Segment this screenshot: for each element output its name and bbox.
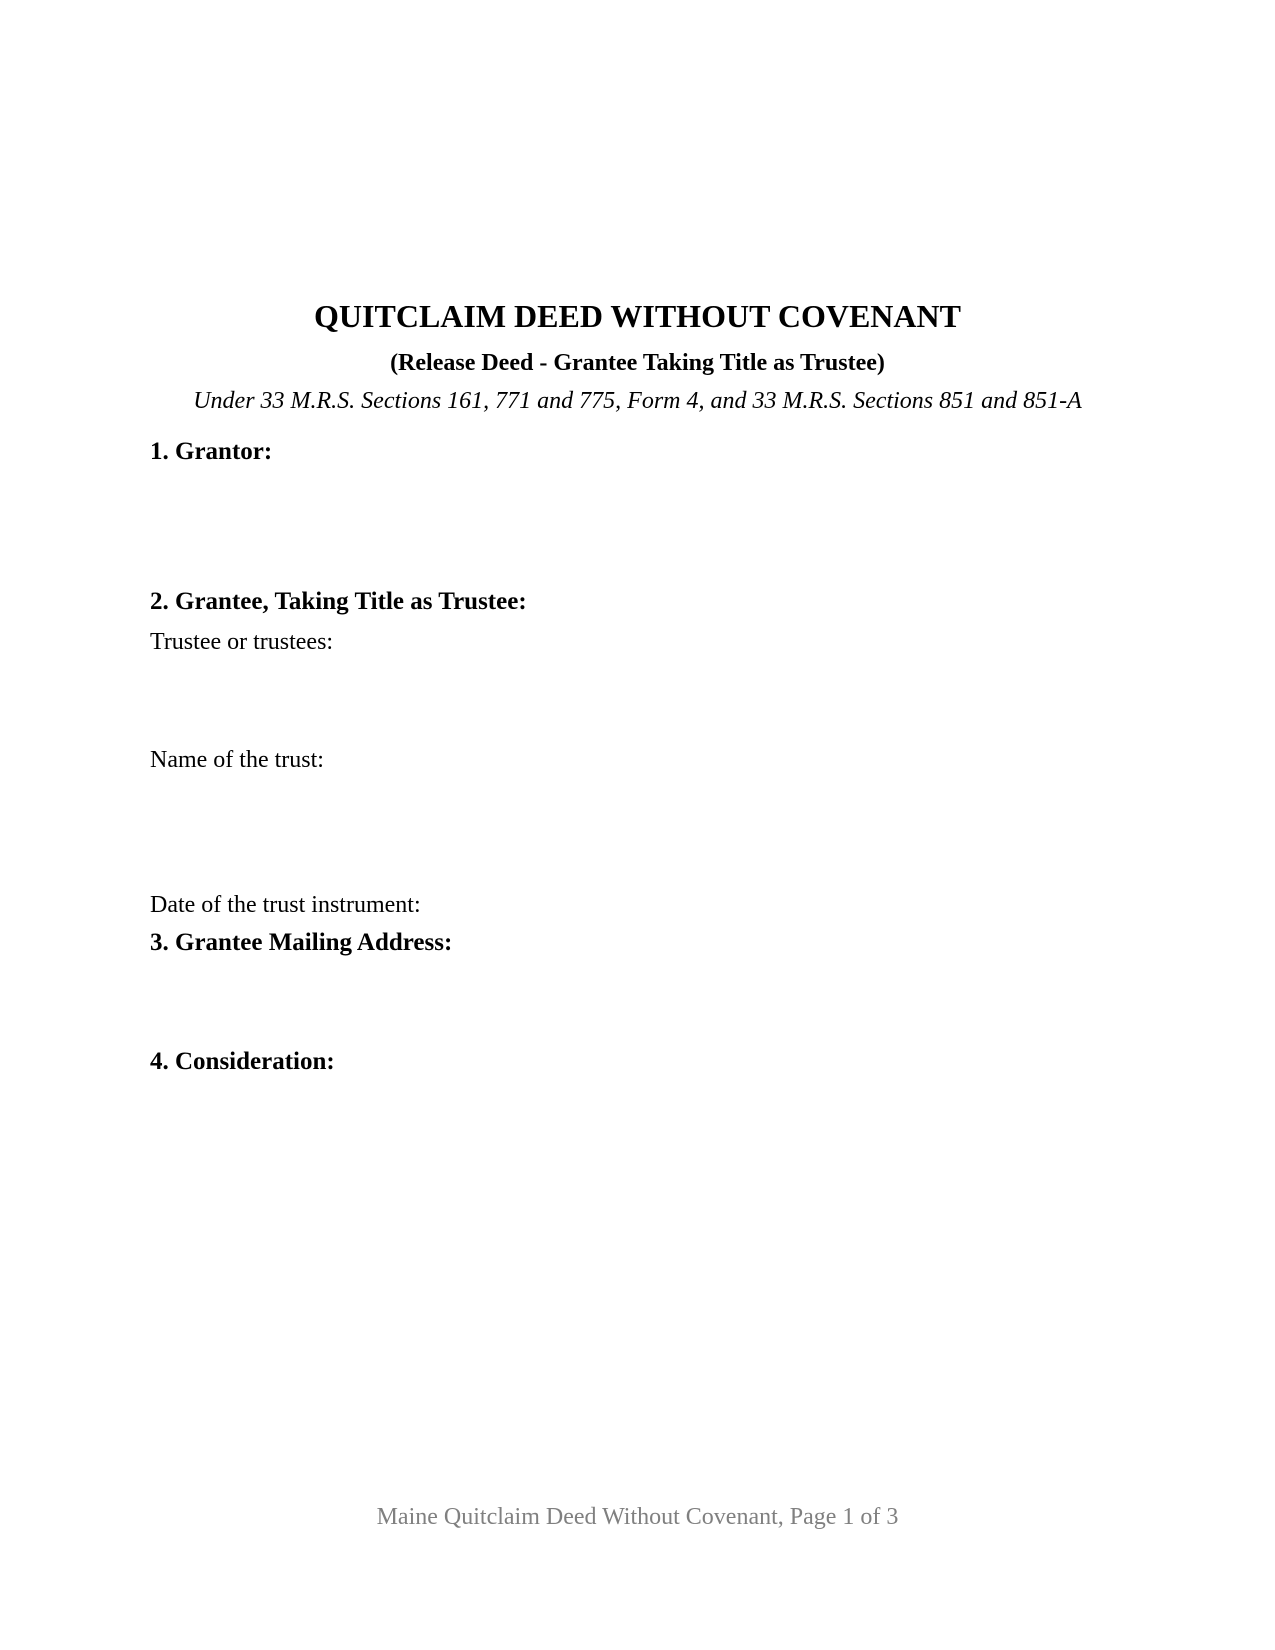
statute-reference: Under 33 M.R.S. Sections 161, 771 and 775, Form 4, and 33 M.R.S. Sections 851 and 851-A bbox=[193, 388, 1082, 414]
document-title: QUITCLAIM DEED WITHOUT COVENANT bbox=[314, 298, 961, 334]
grantor-heading: 1. Grantor: bbox=[150, 438, 273, 465]
consideration-heading: 4. Consideration: bbox=[150, 1048, 335, 1075]
page-footer: Maine Quitclaim Deed Without Covenant, Page 1 of 3 bbox=[376, 1504, 899, 1530]
grantee-heading: 2. Grantee, Taking Title as Trustee: bbox=[150, 588, 527, 615]
trustees-label: Trustee or trustees: bbox=[150, 629, 334, 655]
trust-name-label: Name of the trust: bbox=[150, 747, 324, 773]
trust-date-label: Date of the trust instrument: bbox=[150, 892, 421, 918]
document-subtitle: (Release Deed - Grantee Taking Title as Trustee) bbox=[390, 350, 885, 376]
mailing-address-heading: 3. Grantee Mailing Address: bbox=[150, 929, 453, 956]
